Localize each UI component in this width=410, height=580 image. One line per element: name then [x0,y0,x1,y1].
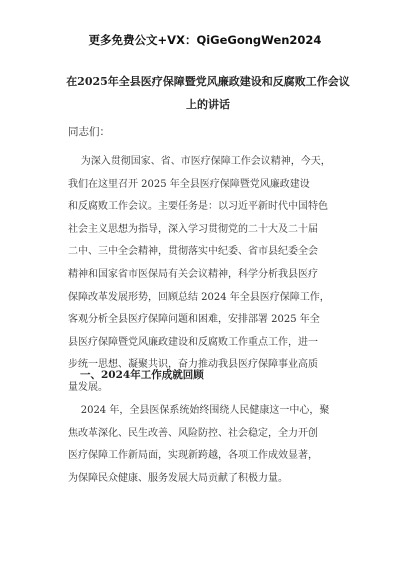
promo-header: 更多免费公文+VX：QiGeGongWen2024 [88,33,322,47]
paragraph-line: 2024 年，全县医保系统始终围绕人民健康这一中心，聚 [68,405,330,416]
paragraph-line: 我们在这里召开 2025 年全县医疗保障暨党风廉政建设 [68,178,310,190]
paragraph-line: 焦改革深化、民生改善、风险防控、社会稳定，全力开创 [68,427,318,439]
title-line: 在2025年全县医疗保障暨党风廉政建设和反腐败工作会议 [66,75,350,88]
document-title [58,70,358,116]
paragraph-achievements [68,400,350,490]
paragraph-line: 步统一思想、凝聚共识，奋力推动我县医疗保障事业高质 [68,359,318,371]
paragraph-line: 二中、三中全会精神，贯彻落实中纪委、省市县纪委全会 [68,246,318,258]
paragraph-line: 医疗保障工作新局面，实现新跨越，各项工作成效显著， [68,450,318,462]
paragraph-line: 客观分析全县医疗保障问题和困难，安排部署 2025 年全 [68,314,320,326]
paragraph-line: 社会主义思想为指导，深入学习贯彻党的二十大及二十届 [68,223,318,235]
paragraph-intro [68,151,350,400]
salutation: 同志们： [68,126,110,138]
paragraph-line: 为保障民众健康、服务发展大局贡献了积极力量。 [68,472,288,484]
paragraph-line: 县医疗保障暨党风廉政建设和反腐败工作重点工作，进一 [68,336,318,348]
section-heading: 一、2024年工作成就回顾 [80,369,204,381]
paragraph-line: 为深入贯彻国家、省、市医疗保障工作会议精神，今天， [68,156,331,167]
paragraph-line: 精神和国家省市医保局有关会议精神，科学分析我县医疗 [68,268,318,280]
paragraph-line: 量发展。 [68,381,108,393]
title-line: 上的讲话 [186,98,230,111]
paragraph-line: 和反腐败工作会议。主要任务是：以习近平新时代中国特色 [68,201,328,213]
paragraph-line: 保障改革发展形势，回顾总结 2024 年全县医疗保障工作， [68,291,330,303]
